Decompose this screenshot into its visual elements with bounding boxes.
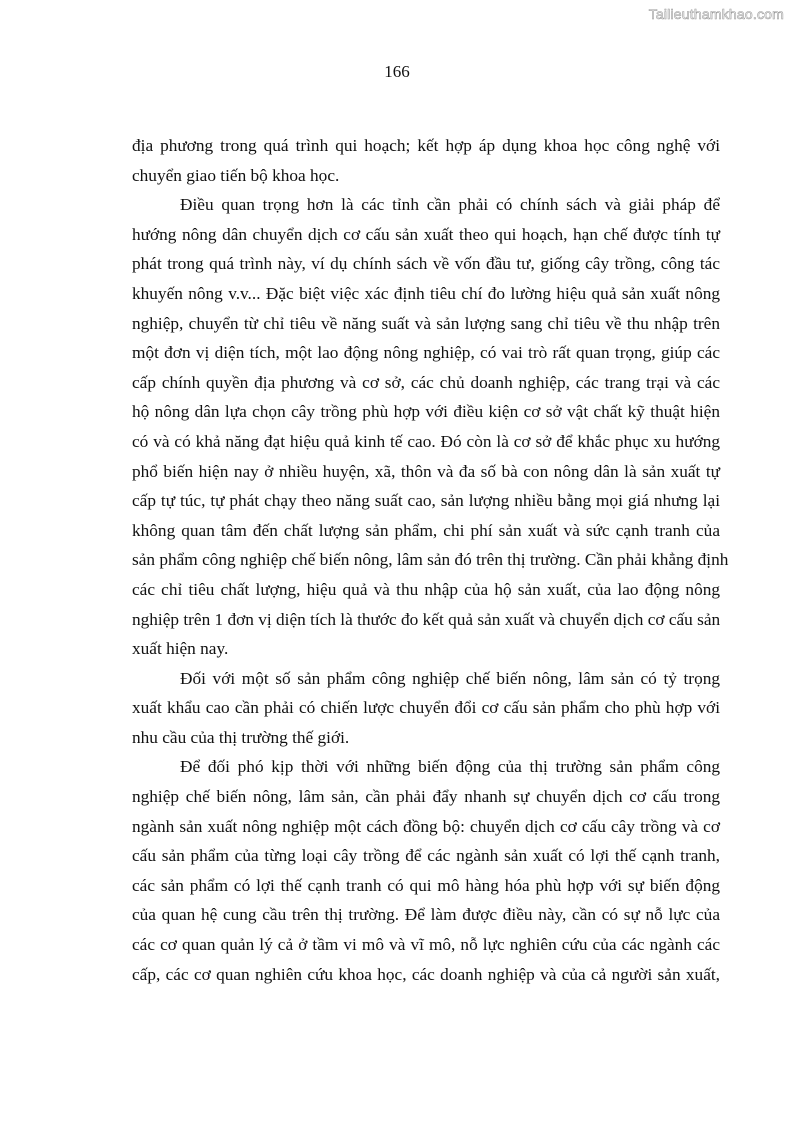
text-line: cấp chính quyền địa phương và cơ sở, các chủ doanh nghiệp, các trang trại và các xyxy=(132,372,720,392)
text-line: xuất khẩu cao cần phải có chiến lược chuyển đổi cơ cấu sản phẩm cho phù hợp với xyxy=(132,698,720,718)
text-line: các sản phẩm có lợi thế cạnh tranh có qui mô hàng hóa phù hợp với sự biến động xyxy=(132,875,720,895)
paragraph xyxy=(132,752,720,989)
text-line: địa phương trong quá trình qui hoạch; kết hợp áp dụng khoa học công nghệ với xyxy=(132,136,720,155)
text-line: cấp, các cơ quan nghiên cứu khoa học, các doanh nghiệp và của cả người sản xuất, xyxy=(132,964,720,984)
text-line: phát trong quá trình này, ví dụ chính sách về vốn đầu tư, giống cây trồng, công tác xyxy=(132,254,720,274)
text-line: phổ biến hiện nay ở nhiều huyện, xã, thôn và đa số bà con nông dân là sản xuất tự xyxy=(132,461,720,481)
paragraph xyxy=(132,190,729,664)
text-line: hướng nông dân chuyển dịch cơ cấu sản xuất theo qui hoạch, hạn chế được tính tự xyxy=(132,224,720,244)
document-body xyxy=(132,131,729,989)
watermark-text: Tailieuthamkhao.com xyxy=(648,6,784,22)
text-line: không quan tâm đến chất lượng sản phẩm, chi phí sản xuất và sức cạnh tranh của xyxy=(132,520,720,540)
text-line: các cơ quan quản lý cả ở tầm vi mô và vĩ mô, nỗ lực nghiên cứu của các ngành các xyxy=(132,935,720,955)
text-line: nghiệp trên 1 đơn vị diện tích là thước đo kết quả sản xuất và chuyển dịch cơ cấu sản xyxy=(132,609,721,629)
text-line: của quan hệ cung cầu trên thị trường. Để làm được điều này, cần có sự nỗ lực của xyxy=(132,905,720,925)
text-line: có và có khả năng đạt hiệu quả kinh tế cao. Đó còn là cơ sở để khắc phục xu hướng xyxy=(132,431,720,451)
text-line: nghiệp, chuyển từ chỉ tiêu về năng suất và sản lượng sang chỉ tiêu về thu nhập trên xyxy=(132,313,720,333)
text-line: ngành sản xuất nông nghiệp một cách đồng bộ: chuyển dịch cơ cấu cây trồng và cơ xyxy=(132,816,720,836)
paragraph xyxy=(132,664,720,753)
text-line: các chỉ tiêu chất lượng, hiệu quả và thu nhập của hộ sản xuất, của lao động nông xyxy=(132,579,720,599)
text-line: Đối với một số sản phẩm công nghiệp chế biến nông, lâm sản có tỷ trọng xyxy=(180,668,720,688)
text-line: cấp tự túc, tự phát chạy theo năng suất cao, sản lượng nhiều bằng mọi giá nhưng lại xyxy=(132,491,720,511)
text-line: cấu sản phẩm của từng loại cây trồng để các ngành sản xuất có lợi thế cạnh tranh, xyxy=(132,846,720,866)
text-line: nghiệp chế biến nông, lâm sản, cần phải đẩy nhanh sự chuyển dịch cơ cấu trong xyxy=(132,787,720,807)
paragraph xyxy=(132,131,720,190)
text-line: một đơn vị diện tích, một lao động nông nghiệp, có vai trò rất quan trọng, giúp các xyxy=(132,343,720,363)
text-line: chuyển giao tiến bộ khoa học. xyxy=(132,165,340,185)
text-line: nhu cầu của thị trường thế giới. xyxy=(132,727,350,747)
text-line: hộ nông dân lựa chọn cây trồng phù hợp với điều kiện cơ sở vật chất kỹ thuật hiện xyxy=(132,402,720,422)
page-number: 166 xyxy=(384,62,410,81)
text-line: khuyến nông v.v... Đặc biệt việc xác định tiêu chí đo lường hiệu quả sản xuất nông xyxy=(132,283,720,303)
text-line: sản phẩm công nghiệp chế biến nông, lâm sản đó trên thị trường. Cần phải khẳng định xyxy=(132,550,729,570)
text-line: xuất hiện nay. xyxy=(132,639,229,659)
text-line: Để đối phó kịp thời với những biến động của thị trường sản phẩm công xyxy=(180,757,720,777)
text-line: Điều quan trọng hơn là các tỉnh cần phải có chính sách và giải pháp để xyxy=(180,195,720,215)
